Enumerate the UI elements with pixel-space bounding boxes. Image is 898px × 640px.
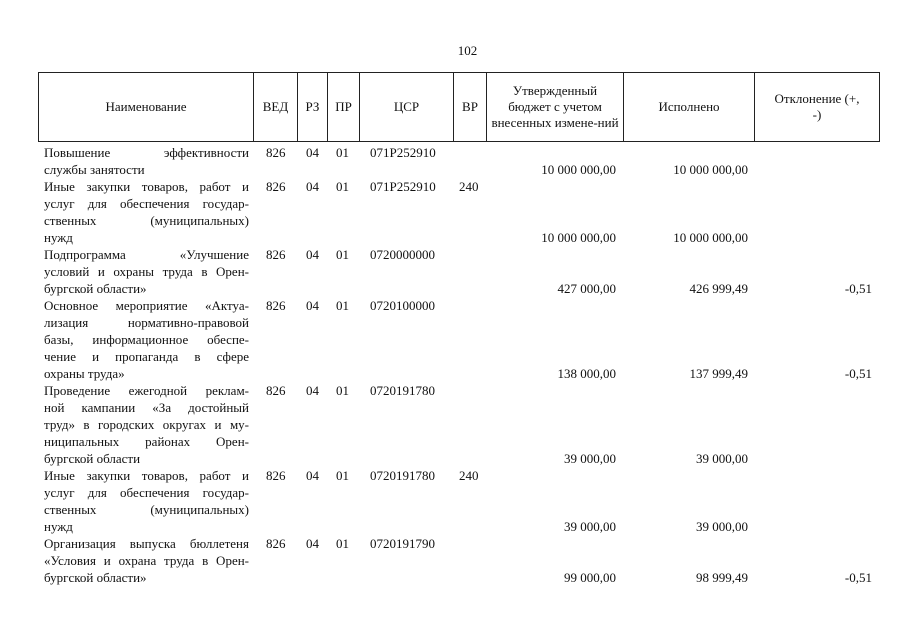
row-approved: 427 000,00 xyxy=(557,281,616,296)
row-vr: 240 xyxy=(459,468,479,483)
row-csr: 0720191790 xyxy=(370,536,435,551)
row-name-line: Проведение ежегодной реклам- xyxy=(44,383,249,398)
table-row xyxy=(0,297,898,382)
row-name xyxy=(44,144,249,178)
row-name-line: бургской области» xyxy=(44,281,147,296)
row-name-line: Основное мероприятие «Актуа- xyxy=(44,298,249,313)
row-name-line: нужд xyxy=(44,230,73,245)
row-executed: 98 999,49 xyxy=(696,570,748,585)
table-header xyxy=(38,72,880,142)
row-executed: 10 000 000,00 xyxy=(673,162,748,177)
row-pr: 01 xyxy=(336,179,349,194)
row-name-line: Подпрограмма «Улучшение xyxy=(44,247,249,262)
row-pr: 01 xyxy=(336,298,349,313)
header-csr: ЦСР xyxy=(359,73,453,141)
row-approved: 10 000 000,00 xyxy=(541,162,616,177)
header-name: Наименование xyxy=(105,99,187,114)
row-csr: 0720100000 xyxy=(370,298,435,313)
row-name xyxy=(44,246,249,297)
row-rz: 04 xyxy=(306,468,319,483)
header-executed: Исполнено xyxy=(623,73,754,141)
row-csr: 0720000000 xyxy=(370,247,435,262)
row-name-line: труд» в городских округах и му- xyxy=(44,417,249,432)
row-name-line: ниципальных районах Орен- xyxy=(44,434,249,449)
row-executed: 10 000 000,00 xyxy=(673,230,748,245)
header-pr: ПР xyxy=(327,73,359,141)
row-csr: 071P252910 xyxy=(370,179,436,194)
page-number: 102 xyxy=(457,43,478,58)
row-name-line: ственных (муниципальных) xyxy=(44,213,249,228)
row-rz: 04 xyxy=(306,298,319,313)
row-approved: 138 000,00 xyxy=(557,366,616,381)
row-name-line: нужд xyxy=(44,519,73,534)
row-rz: 04 xyxy=(306,145,319,160)
row-name-line: бургской области» xyxy=(44,570,147,585)
row-name xyxy=(44,382,249,467)
header-deviation: Отклонение (+, -) xyxy=(754,73,879,141)
row-name-line: ной кампании «За достойный xyxy=(44,400,249,415)
row-pr: 01 xyxy=(336,536,349,551)
row-executed: 137 999,49 xyxy=(689,366,748,381)
row-name xyxy=(44,467,249,535)
row-ved: 826 xyxy=(266,468,286,483)
row-name xyxy=(44,178,249,246)
row-name-line: Иные закупки товаров, работ и xyxy=(44,468,249,483)
row-name-line: условий и охраны труда в Орен- xyxy=(44,264,249,279)
row-executed: 39 000,00 xyxy=(696,451,748,466)
row-name-line: Иные закупки товаров, работ и xyxy=(44,179,249,194)
row-pr: 01 xyxy=(336,383,349,398)
row-name-line: Организация выпуска бюллетеня xyxy=(44,536,249,551)
row-name-line: услуг для обеспечения государ- xyxy=(44,485,249,500)
table-row xyxy=(0,246,898,297)
row-approved: 10 000 000,00 xyxy=(541,230,616,245)
row-ved: 826 xyxy=(266,145,286,160)
row-name xyxy=(44,297,249,382)
row-rz: 04 xyxy=(306,179,319,194)
row-csr: 0720191780 xyxy=(370,468,435,483)
row-name-line: ственных (муниципальных) xyxy=(44,502,249,517)
table-row xyxy=(0,467,898,535)
row-name-line: службы занятости xyxy=(44,162,145,177)
row-rz: 04 xyxy=(306,536,319,551)
row-name-line: лизация нормативно-правовой xyxy=(44,315,249,330)
table-row xyxy=(0,535,898,586)
header-rz: РЗ xyxy=(297,73,327,141)
row-approved: 39 000,00 xyxy=(564,519,616,534)
table-row xyxy=(0,382,898,467)
row-csr: 0720191780 xyxy=(370,383,435,398)
row-name-line: базы, информационное обеспе- xyxy=(44,332,249,347)
row-pr: 01 xyxy=(336,247,349,262)
row-ved: 826 xyxy=(266,179,286,194)
row-pr: 01 xyxy=(336,145,349,160)
row-executed: 39 000,00 xyxy=(696,519,748,534)
row-csr: 071P252910 xyxy=(370,145,436,160)
row-vr: 240 xyxy=(459,179,479,194)
row-approved: 39 000,00 xyxy=(564,451,616,466)
row-name xyxy=(44,535,249,586)
row-ved: 826 xyxy=(266,383,286,398)
row-name-line: бургской области xyxy=(44,451,141,466)
row-name-line: чение и пропаганда в сфере xyxy=(44,349,249,364)
row-pr: 01 xyxy=(336,468,349,483)
table-row xyxy=(0,178,898,246)
row-name-line: «Условия и охрана труда в Орен- xyxy=(44,553,249,568)
header-vr: ВР xyxy=(453,73,486,141)
row-name-line: услуг для обеспечения государ- xyxy=(44,196,249,211)
row-name-line: Повышение эффективности xyxy=(44,145,249,160)
row-deviation: -0,51 xyxy=(844,281,872,296)
row-executed: 426 999,49 xyxy=(689,281,748,296)
table-row xyxy=(0,144,898,178)
row-name-line: охраны труда» xyxy=(44,366,125,381)
row-rz: 04 xyxy=(306,247,319,262)
row-deviation: -0,51 xyxy=(844,570,872,585)
header-approved: Утвержденный бюджет с учетом внесенных измене-ний xyxy=(486,73,623,141)
row-ved: 826 xyxy=(266,536,286,551)
header-ved: ВЕД xyxy=(253,73,297,141)
row-ved: 826 xyxy=(266,247,286,262)
row-rz: 04 xyxy=(306,383,319,398)
row-deviation: -0,51 xyxy=(844,366,872,381)
row-ved: 826 xyxy=(266,298,286,313)
row-approved: 99 000,00 xyxy=(564,570,616,585)
